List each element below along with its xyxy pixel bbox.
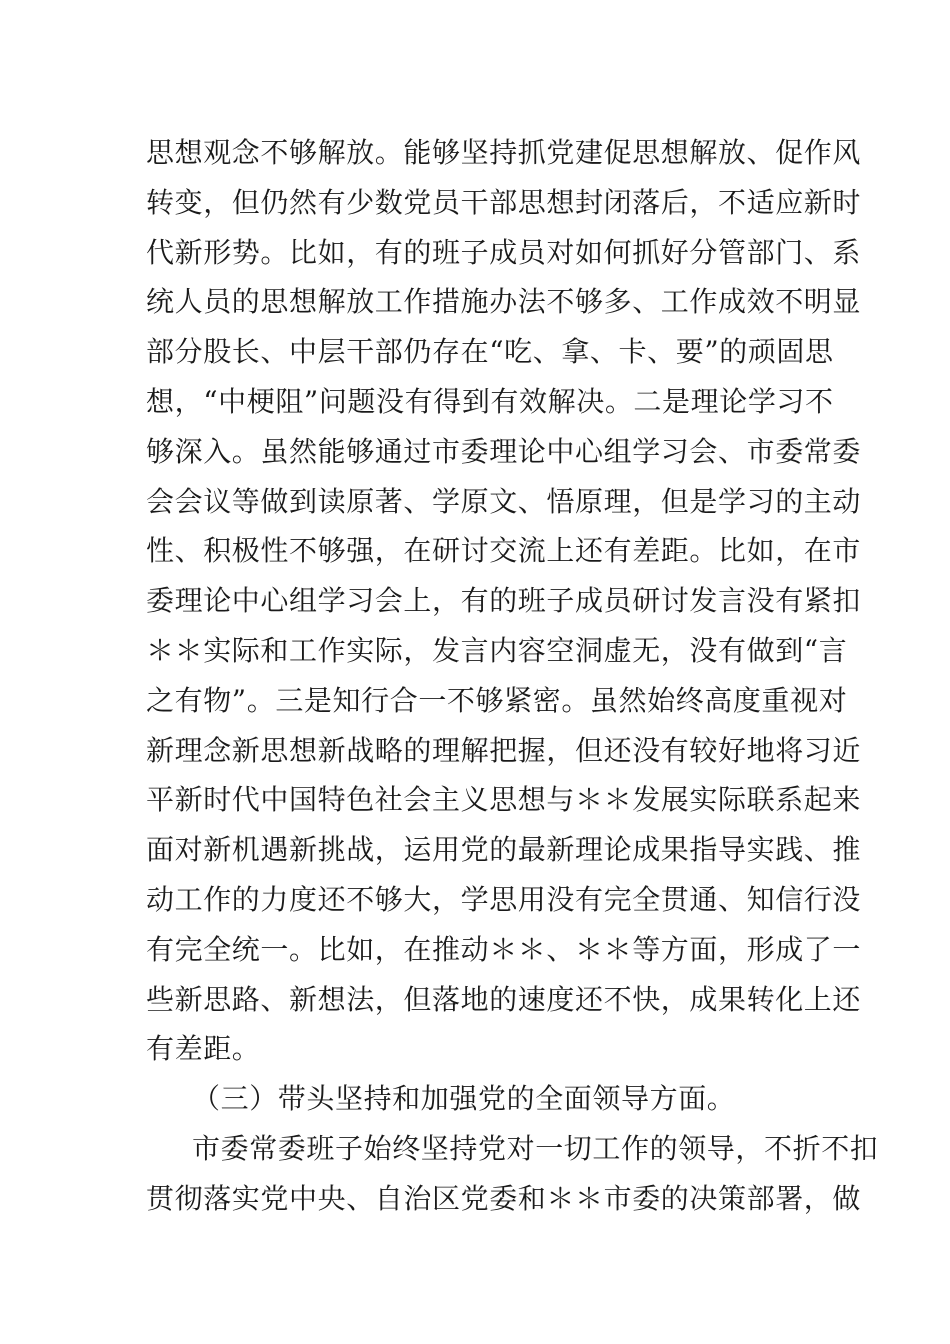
body-line: 部分股长、中层干部仍存在“吃、拿、卡、要”的顽固思 (146, 335, 834, 369)
paragraph-line: 市委常委班子始终坚持党对一切工作的领导，不折不扣 (192, 1131, 879, 1165)
body-line: 够深入。虽然能够通过市委理论中心组学习会、市委常委 (146, 434, 862, 468)
body-line: 面对新机遇新挑战，运用党的最新理论成果指导实践、推 (146, 833, 862, 867)
body-line: 会会议等做到读原著、学原文、悟原理，但是学习的主动 (146, 484, 862, 518)
body-line: 有完全统一。比如，在推动＊＊、＊＊等方面，形成了一 (146, 932, 862, 966)
body-line: 性、积极性不够强，在研讨交流上还有差距。比如，在市 (146, 534, 862, 568)
body-line: 代新形势。比如，有的班子成员对如何抓好分管部门、系 (146, 235, 862, 269)
section-heading: （三）带头坚持和加强党的全面领导方面。 (192, 1082, 736, 1116)
body-line: 想，“中梗阻”问题没有得到有效解决。二是理论学习不 (146, 384, 834, 418)
body-line: 些新思路、新想法，但落地的速度还不快，成果转化上还 (146, 982, 862, 1016)
body-line: 平新时代中国特色社会主义思想与＊＊发展实际联系起来 (146, 783, 862, 817)
body-line: 有差距。 (146, 1032, 261, 1066)
paragraph-line: 贯彻落实党中央、自治区党委和＊＊市委的决策部署，做 (146, 1181, 862, 1215)
body-line: 思想观念不够解放。能够坚持抓党建促思想解放、促作风 (146, 136, 862, 169)
body-line: 新理念新思想新战略的理解把握，但还没有较好地将习近 (146, 733, 862, 767)
document-body (146, 128, 879, 1224)
body-line: 委理论中心组学习会上，有的班子成员研讨发言没有紧扣 (146, 584, 862, 618)
body-line: 动工作的力度还不够大，学思用没有完全贯通、知信行没 (146, 882, 862, 916)
body-line: ＊＊实际和工作实际，发言内容空洞虚无，没有做到“言 (146, 633, 848, 667)
body-line: 转变，但仍然有少数党员干部思想封闭落后，不适应新时 (146, 185, 862, 219)
body-line: 统人员的思想解放工作措施办法不够多、工作成效不明显 (146, 285, 862, 319)
body-line: 之有物”。三是知行合一不够紧密。虽然始终高度重视对 (146, 683, 848, 717)
